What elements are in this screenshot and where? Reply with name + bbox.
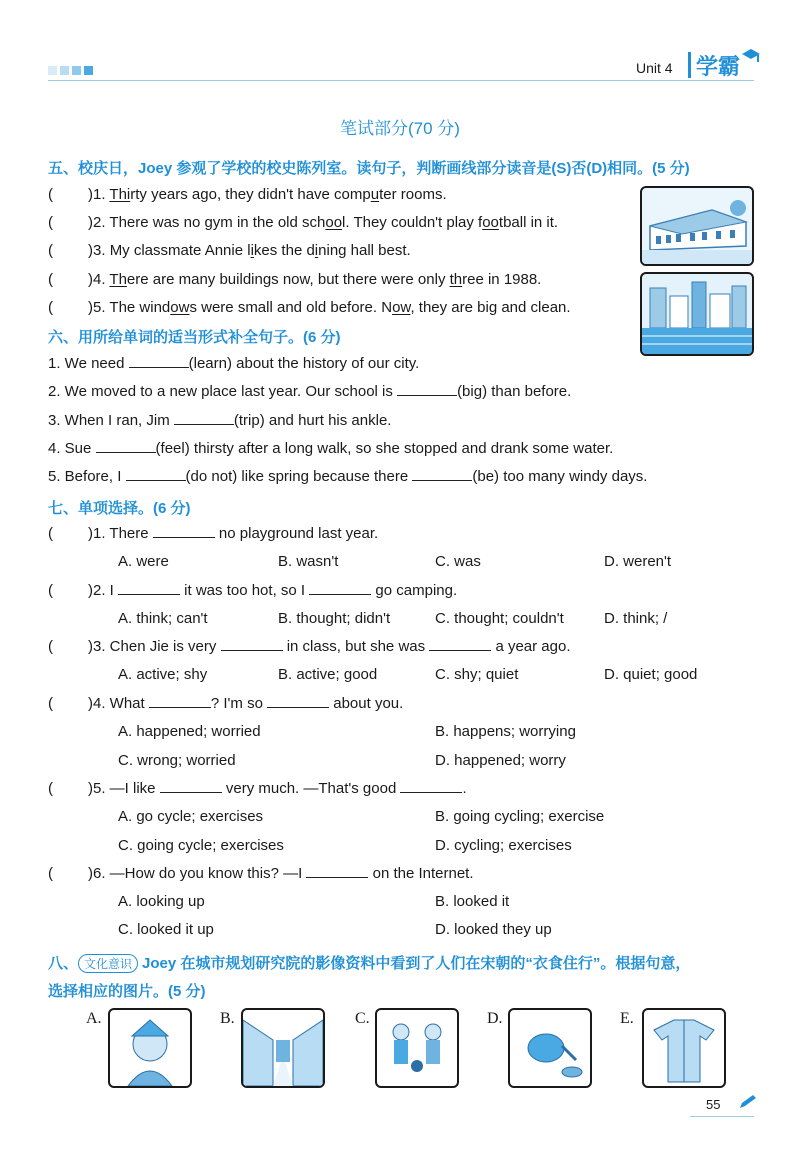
question-number: )5. (88, 299, 110, 316)
answer-blank (118, 593, 180, 595)
section8-text1: Joey 在城市规划研究院的影像资料中看到了人们在宋朝的“衣食住行”。根据句意， (142, 955, 691, 972)
sentence-text: a year ago. (491, 638, 571, 655)
sentence-text: no playground last year. (214, 525, 379, 542)
underlined-letters: oo (482, 214, 499, 231)
option-c: C. was (435, 553, 481, 570)
question-number: )2. (88, 214, 110, 231)
underlined-letters: i (250, 242, 254, 259)
section5-heading: 五、校庆日，Joey 参观了学校的校史陈列室。读句子，判断画线部分读音是(S)否(D)相同。(5 分) (48, 160, 690, 177)
section6-sentence-4 (48, 440, 613, 457)
sentence-text: . (462, 780, 467, 797)
brand-logo: 学霸 (696, 54, 741, 79)
option-c: C. wrong; worried (118, 752, 236, 769)
option-c: C. looked it up (118, 921, 214, 938)
option-d: D. cycling; exercises (435, 837, 572, 854)
section7-question-q1 (88, 525, 378, 542)
answer-blank (149, 706, 211, 708)
picture-robe (642, 1008, 726, 1088)
picture-hat-person (108, 1008, 192, 1088)
answer-blank (397, 394, 457, 396)
underlined-letters: i (314, 242, 319, 259)
answer-blank (267, 706, 329, 708)
option-a: A. think; can't (118, 610, 208, 627)
question-number: )3. (88, 242, 110, 259)
answer-paren: ( (48, 780, 53, 797)
section5-question-4 (88, 271, 541, 288)
section7-question-q6 (88, 865, 474, 882)
word-hint: (do not) (185, 468, 238, 485)
culture-badge: 文化意识 (78, 954, 138, 973)
sentence-text: ? I'm so (210, 695, 268, 712)
section7-question-q2 (88, 582, 457, 599)
sentence-text: The wind (109, 299, 171, 316)
answer-paren: ( (48, 582, 53, 599)
section6-heading: 六、用所给单词的适当形式补全句子。(6 分) (48, 329, 341, 346)
page-title: 笔试部分(70 分) (340, 119, 460, 138)
sentence-text: ree in 1988. (462, 271, 542, 288)
picture-label-e: E. (620, 1010, 634, 1027)
option-d: D. happened; worry (435, 752, 566, 769)
pencil-icon (738, 1094, 758, 1110)
word-hint: (be) (472, 468, 500, 485)
option-a: A. looking up (118, 893, 205, 910)
sentence-text: )1. There (88, 525, 153, 542)
option-b: B. happens; worrying (435, 723, 576, 740)
sentence-text: thirsty after a long walk, so she stopped and drank some water. (189, 440, 614, 457)
unit-label: Unit 4 (636, 60, 673, 76)
option-d: D. think; / (604, 610, 668, 627)
section6-sentence-2 (48, 383, 571, 400)
answer-paren: ( (48, 242, 53, 259)
mortarboard-icon (740, 46, 762, 64)
section5-question-1 (88, 186, 447, 203)
sentence-text: )4. What (88, 695, 149, 712)
answer-blank (221, 649, 283, 651)
section7-question-q3 (88, 638, 571, 655)
answer-blank (129, 366, 189, 368)
section7-question-q4 (88, 695, 403, 712)
answer-paren: ( (48, 695, 53, 712)
sentence-text: than before. (487, 383, 572, 400)
underlined-letters: u (370, 186, 380, 203)
option-b: B. wasn't (278, 553, 339, 570)
section7-heading: 七、单项选择。(6 分) (48, 500, 191, 517)
sentence-text: s were small and old before. N (189, 299, 393, 316)
option-a: A. active; shy (118, 666, 208, 683)
answer-blank (400, 791, 462, 793)
sentence-text: on the Internet. (368, 865, 474, 882)
answer-blank (412, 479, 472, 481)
sentence-text: in class, but she was (282, 638, 430, 655)
header-square (72, 66, 81, 75)
header-rule (48, 80, 754, 81)
question-number: )4. (88, 271, 110, 288)
page-number: 55 (706, 1097, 721, 1112)
sentence-text: kes the d (253, 242, 315, 259)
section5-question-2 (88, 214, 558, 231)
sentence-text: ter rooms. (379, 186, 447, 203)
picture-label-a: A. (86, 1010, 102, 1027)
word-hint: (trip) (233, 412, 265, 429)
section8-text2: 选择相应的图片。(5 分) (48, 983, 206, 1000)
sentence-text: too many windy days. (499, 468, 648, 485)
section7-question-q5 (88, 780, 467, 797)
new-buildings-picture (640, 272, 754, 356)
answer-paren: ( (48, 186, 53, 203)
sentence-text: )3. Chen Jie is very (88, 638, 221, 655)
answer-blank (160, 791, 222, 793)
sentence-text: 1. We need (48, 355, 129, 372)
sentence-text: l. They couldn't play f (342, 214, 483, 231)
sentence-text: and hurt his ankle. (264, 412, 392, 429)
brand-divider (688, 52, 691, 78)
picture-teapot (508, 1008, 592, 1088)
underlined-letters: ow (170, 299, 190, 316)
option-b: B. looked it (435, 893, 510, 910)
section8-heading (48, 952, 690, 973)
underlined-letters: oo (325, 214, 343, 231)
underlined-letters: ow (392, 299, 411, 316)
option-c: C. thought; couldn't (435, 610, 564, 627)
section6-sentence-1 (48, 355, 419, 372)
header-square (84, 66, 93, 75)
old-school-picture (640, 186, 754, 266)
option-a: A. happened; worried (118, 723, 261, 740)
answer-paren: ( (48, 638, 53, 655)
option-b: B. thought; didn't (278, 610, 391, 627)
option-a: A. were (118, 553, 169, 570)
answer-paren: ( (48, 299, 53, 316)
option-d: D. looked they up (435, 921, 552, 938)
footer-rule (690, 1116, 754, 1117)
sentence-text: )5. —I like (88, 780, 160, 797)
answer-blank (429, 649, 491, 651)
sentence-text: There was no gym in the old sch (109, 214, 326, 231)
answer-blank (306, 876, 368, 878)
header-square (60, 66, 69, 75)
section5-question-3 (88, 242, 411, 259)
sentence-text: like spring because there (237, 468, 413, 485)
header-square (48, 66, 57, 75)
option-c: C. shy; quiet (435, 666, 519, 683)
answer-paren: ( (48, 271, 53, 288)
answer-blank (96, 451, 156, 453)
sentence-text: ere are many buildings now, but there were only (126, 271, 450, 288)
sentence-text: rty years ago, they didn't have comp (130, 186, 371, 203)
underlined-letters: Th (109, 271, 127, 288)
sentence-text: 4. Sue (48, 440, 96, 457)
sentence-text: 3. When I ran, Jim (48, 412, 174, 429)
word-hint: (big) (457, 383, 488, 400)
picture-kickball (375, 1008, 459, 1088)
answer-blank (153, 536, 215, 538)
option-c: C. going cycle; exercises (118, 837, 284, 854)
sentence-text: it was too hot, so I (180, 582, 310, 599)
section6-sentence-5 (48, 468, 647, 485)
section8-prefix: 八、 (48, 955, 79, 972)
answer-blank (174, 423, 234, 425)
picture-label-c: C. (355, 1010, 370, 1027)
answer-paren: ( (48, 865, 53, 882)
answer-blank (309, 593, 371, 595)
option-d: D. weren't (604, 553, 672, 570)
underlined-letters: Thi (109, 186, 131, 203)
answer-paren: ( (48, 525, 53, 542)
sentence-text: )6. —How do you know this? —I (88, 865, 307, 882)
sentence-text: go camping. (371, 582, 458, 599)
section6-sentence-3 (48, 412, 391, 429)
picture-street (241, 1008, 325, 1088)
section5-question-5 (88, 299, 571, 316)
question-number: )1. (88, 186, 110, 203)
underlined-letters: th (449, 271, 463, 288)
option-b: B. going cycling; exercise (435, 808, 605, 825)
word-hint: (feel) (155, 440, 190, 457)
sentence-text: very much. —That's good (221, 780, 401, 797)
picture-label-d: D. (487, 1010, 503, 1027)
answer-blank (126, 479, 186, 481)
option-b: B. active; good (278, 666, 378, 683)
sentence-text: tball in it. (498, 214, 559, 231)
picture-label-b: B. (220, 1010, 235, 1027)
answer-paren: ( (48, 214, 53, 231)
sentence-text: about the history of our city. (231, 355, 420, 372)
option-a: A. go cycle; exercises (118, 808, 264, 825)
sentence-text: about you. (329, 695, 404, 712)
sentence-text: ning hall best. (318, 242, 411, 259)
sentence-text: )2. I (88, 582, 119, 599)
sentence-text: 5. Before, I (48, 468, 126, 485)
option-d: D. quiet; good (604, 666, 698, 683)
sentence-text: , they are big and clean. (410, 299, 571, 316)
word-hint: (learn) (188, 355, 232, 372)
sentence-text: 2. We moved to a new place last year. Our school is (48, 383, 398, 400)
sentence-text: My classmate Annie l (109, 242, 251, 259)
